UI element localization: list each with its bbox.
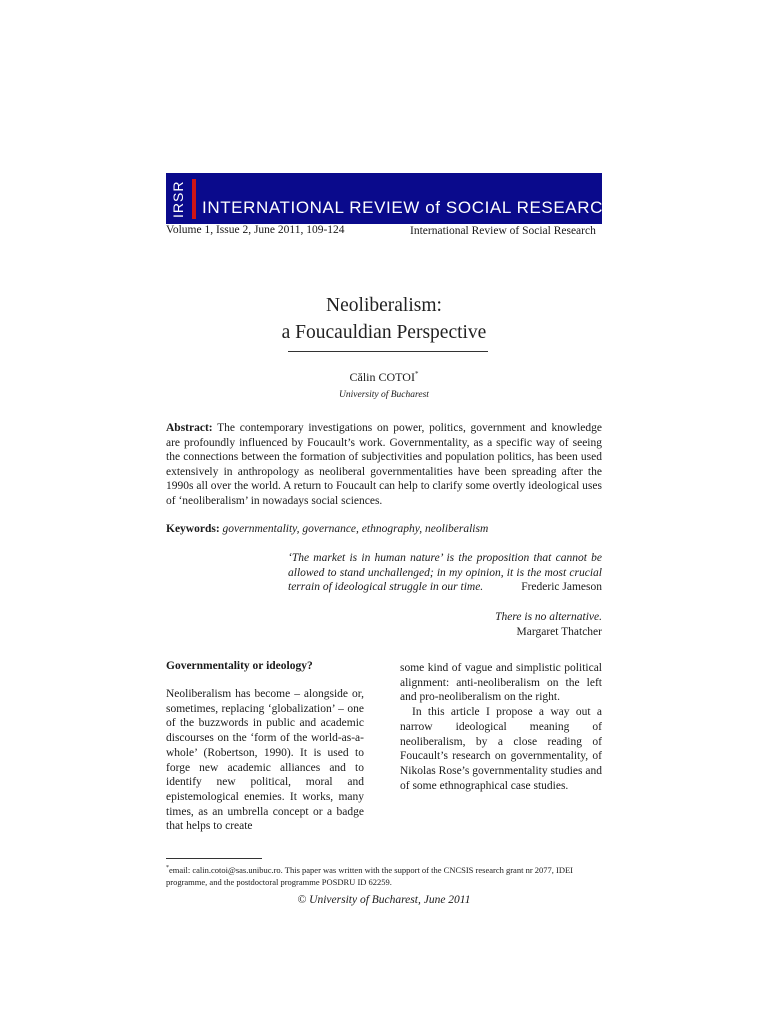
- body-column-left: [166, 687, 364, 834]
- abstract-label: Abstract:: [166, 422, 213, 434]
- author-name: [166, 370, 602, 385]
- body-paragraph: Neoliberalism has become – alongside or, sometimes, replacing ‘globalization’ – one of the buzzwords in public and academic discourses on the ‘form of the world-as-a-whole’ (Robertson, 1990). It is used to forge new academic alliances and to identify new political, moral and epistemological enemies. It works, many times, as an umbrella concept or a badge that helps to create: [166, 688, 364, 833]
- author-name-text: Călin COTOI: [349, 370, 415, 384]
- paper-title-line-1: Neoliberalism:: [326, 295, 442, 316]
- keywords: [166, 523, 602, 535]
- epigraph-2-quote: There is no alternative.: [495, 611, 602, 623]
- title-rule: [288, 351, 488, 352]
- paper-title-line-2: a Foucauldian Perspective: [281, 322, 487, 343]
- abstract-text: The contemporary investigations on power, politics, government and knowledge are profoundly influenced by Foucault’s work. Governmentality, as a specific way of seeing the connections between the formation of subjectivities and population politics, has been used extensively in anthropology as neoliberal governmentalities have been spreading after the 1990s all over the world. A return to Foucault can help to clarify some overtly ideological uses of ‘neoliberalism’ in nowadays social sciences.: [166, 422, 602, 507]
- volume-info: Volume 1, Issue 2, June 2011, 109-124: [166, 224, 345, 236]
- epigraph-1-author: Frederic Jameson: [521, 581, 602, 594]
- epigraph-2-author: Margaret Thatcher: [516, 626, 602, 638]
- keywords-text: governmentality, governance, ethnography, neoliberalism: [222, 523, 489, 535]
- epigraph-2: [288, 610, 602, 640]
- keywords-label: Keywords:: [166, 523, 220, 535]
- section-heading: Governmentality or ideology?: [166, 660, 313, 672]
- journal-acronym: IRSR: [170, 180, 186, 218]
- footnote: [166, 862, 602, 888]
- journal-title: INTERNATIONAL REVIEW of SOCIAL RESEARCH: [202, 198, 616, 217]
- body-paragraph: some kind of vague and simplistic political alignment: anti-neoliberalism on the left and pro-neoliberalism on the right.: [400, 662, 602, 704]
- journal-banner: [166, 173, 616, 224]
- footnote-text: email: calin.cotoi@sas.unibuc.ro. This paper was written with the support of the CNCSIS research grant nr 2077, IDEI programme, and the postdoctoral programme POSDRU ID 62259.: [166, 864, 574, 887]
- journal-name: International Review of Social Research: [410, 225, 596, 237]
- author-footnote-marker: *: [414, 370, 419, 378]
- epigraph-1-quote: ‘The market is in human nature’ is the proposition that cannot be allowed to stand unchallenged; in my opinion, it is the most crucial terrain of ideological struggle in our time.: [288, 552, 602, 594]
- epigraph-1: [288, 551, 602, 595]
- copyright: © University of Bucharest, June 2011: [297, 894, 471, 906]
- banner-accent-bar: [192, 179, 196, 219]
- author-affiliation: University of Bucharest: [339, 390, 429, 400]
- footnote-rule: [166, 858, 262, 859]
- body-paragraph: In this article I propose a way out a narrow ideological meaning of neoliberalism, by a close reading of Foucault’s research on governmentality, of Nikolas Rose’s governmentality studies and of some ethnographical case studies.: [400, 706, 602, 792]
- abstract: [166, 421, 602, 509]
- footnote-marker: *: [166, 865, 169, 871]
- body-column-right: [400, 661, 602, 793]
